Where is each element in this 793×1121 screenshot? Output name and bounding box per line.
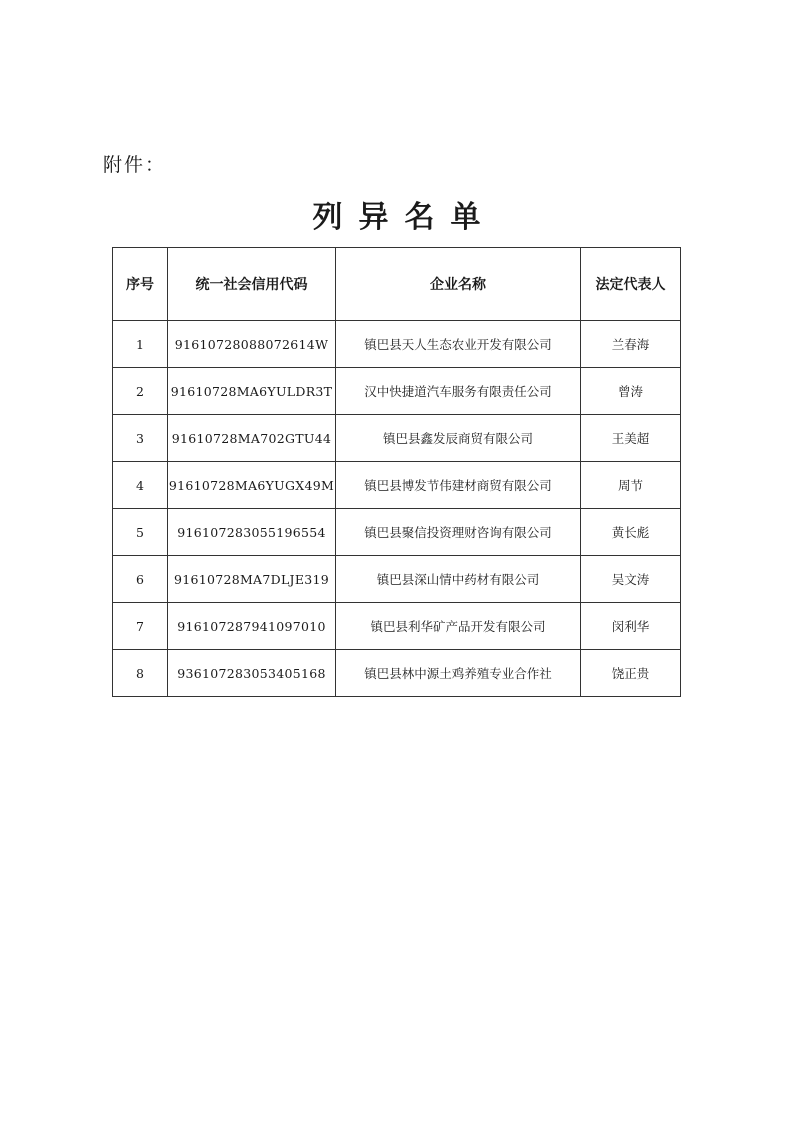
seq-cell: 6 (113, 556, 168, 603)
header-credit-code: 统一社会信用代码 (168, 248, 336, 321)
seq-cell: 5 (113, 509, 168, 556)
table-header-row (113, 248, 681, 321)
credit-code-cell: 91610728MA6YULDR3T (168, 368, 336, 415)
seq-cell: 7 (113, 603, 168, 650)
company-name-cell: 镇巴县深山情中药材有限公司 (336, 556, 581, 603)
legal-rep-cell: 吴文涛 (581, 556, 681, 603)
credit-code-cell: 916107287941097010 (168, 603, 336, 650)
header-company-name: 企业名称 (336, 248, 581, 321)
credit-code-cell: 91610728MA7DLJE319 (168, 556, 336, 603)
company-name-cell: 镇巴县聚信投资理财咨询有限公司 (336, 509, 581, 556)
table-row (113, 368, 681, 415)
credit-code-cell: 91610728MA702GTU44 (168, 415, 336, 462)
table-row (113, 321, 681, 368)
credit-code-cell: 916107283055196554 (168, 509, 336, 556)
table-row (113, 603, 681, 650)
company-name-cell: 镇巴县林中源土鸡养殖专业合作社 (336, 650, 581, 697)
seq-cell: 4 (113, 462, 168, 509)
company-name-cell: 汉中快捷道汽车服务有限责任公司 (336, 368, 581, 415)
table-row (113, 509, 681, 556)
seq-cell: 3 (113, 415, 168, 462)
seq-cell: 8 (113, 650, 168, 697)
credit-code-cell: 936107283053405168 (168, 650, 336, 697)
legal-rep-cell: 曾涛 (581, 368, 681, 415)
company-name-cell: 镇巴县鑫发辰商贸有限公司 (336, 415, 581, 462)
attachment-label: 附件： (103, 154, 167, 176)
header-seq: 序号 (113, 248, 168, 321)
credit-code-cell: 91610728088072614W (168, 321, 336, 368)
legal-rep-cell: 饶正贵 (581, 650, 681, 697)
company-name-cell: 镇巴县博发节伟建材商贸有限公司 (336, 462, 581, 509)
table-row (113, 462, 681, 509)
table-row (113, 556, 681, 603)
anomaly-list-table (112, 247, 681, 697)
company-name-cell: 镇巴县天人生态农业开发有限公司 (336, 321, 581, 368)
legal-rep-cell: 王美超 (581, 415, 681, 462)
table-row (113, 415, 681, 462)
table-row (113, 650, 681, 697)
credit-code-cell: 91610728MA6YUGX49M (168, 462, 336, 509)
header-legal-rep: 法定代表人 (581, 248, 681, 321)
document-title: 列异名单 (312, 200, 497, 235)
legal-rep-cell: 周节 (581, 462, 681, 509)
legal-rep-cell: 黄长彪 (581, 509, 681, 556)
legal-rep-cell: 闵利华 (581, 603, 681, 650)
seq-cell: 2 (113, 368, 168, 415)
seq-cell: 1 (113, 321, 168, 368)
company-name-cell: 镇巴县利华矿产品开发有限公司 (336, 603, 581, 650)
legal-rep-cell: 兰春海 (581, 321, 681, 368)
